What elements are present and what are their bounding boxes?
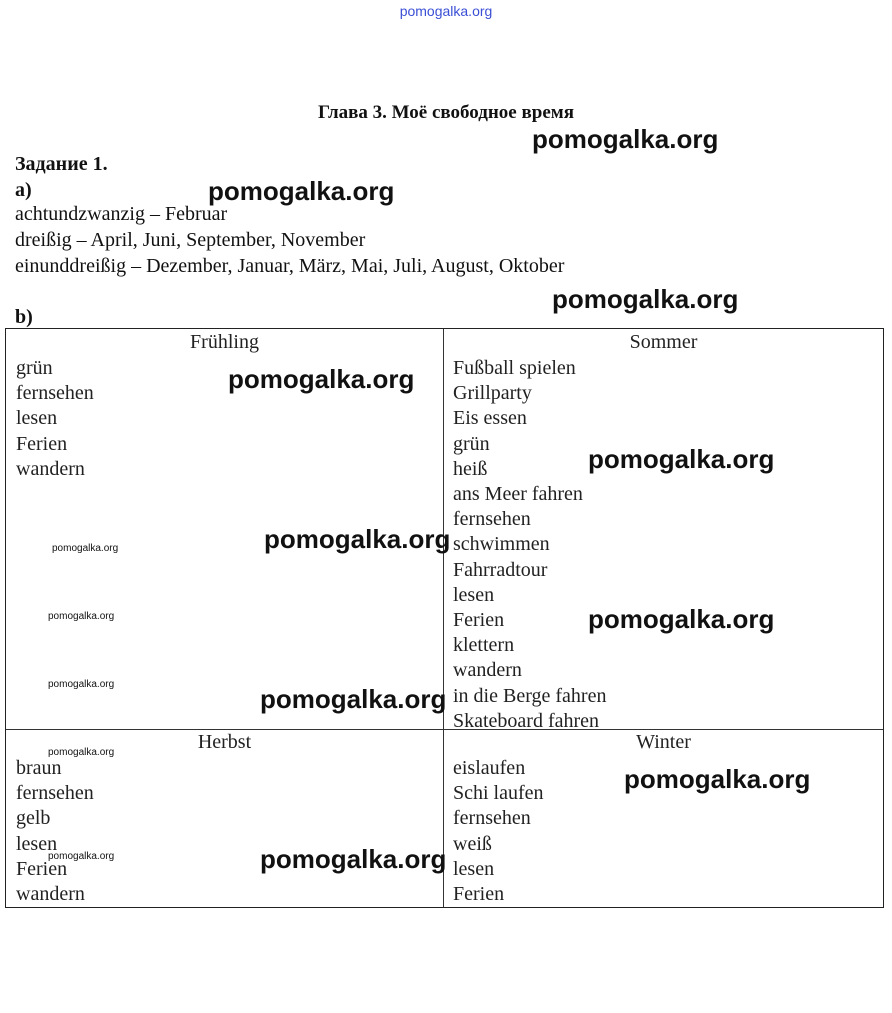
part-a-label: a) [15,179,32,201]
list-item: lesen [453,583,495,606]
list-item: weiß [453,832,492,855]
part-b-label: b) [15,306,33,328]
season-list-herbst [16,756,94,907]
site-header-link[interactable]: pomogalka.org [399,3,493,19]
watermark: pomogalka.org [228,364,415,394]
list-item: lesen [16,407,58,430]
list-item: Grillparty [453,382,532,405]
list-item: Schi laufen [453,782,544,805]
list-item: wandern [16,883,85,906]
watermark-small: pomogalka.org [48,747,115,758]
list-item: braun [16,757,62,779]
season-list-fruehling [16,356,94,482]
part-a-line: einunddreißig – Dezember, Januar, März, Mai, Juli, August, Oktober [15,255,565,277]
list-item: fernsehen [16,382,94,405]
watermark: pomogalka.org [532,124,719,154]
list-item: heiß [453,457,488,480]
watermark-small: pomogalka.org [52,543,119,554]
watermark-small: pomogalka.org [48,851,115,862]
watermark-small: pomogalka.org [48,679,115,690]
list-item: fernsehen [453,807,531,830]
list-item: eislaufen [453,757,526,779]
watermark-small: pomogalka.org [48,611,115,622]
watermark: pomogalka.org [264,524,451,554]
list-item: lesen [16,832,58,855]
watermark: pomogalka.org [260,844,447,874]
season-list-winter [453,756,544,907]
watermark: pomogalka.org [208,176,395,206]
watermark: pomogalka.org [624,764,811,794]
part-a-line: dreißig – April, Juni, September, November [15,229,366,251]
list-item: grün [16,357,53,379]
list-item: Ferien [453,609,505,632]
list-item: Fußball spielen [453,357,576,379]
list-item: in die Berge fahren [453,684,607,707]
list-item: Ferien [453,883,505,906]
table-divider-horizontal [6,729,883,730]
task-title: Задание 1. [15,153,108,175]
list-item: grün [453,432,490,455]
season-title-herbst: Herbst [197,731,252,753]
list-item: schwimmen [453,533,550,556]
season-title-fruehling: Frühling [190,331,259,353]
list-item: fernsehen [16,782,94,805]
list-item: lesen [453,857,495,880]
list-item: Skateboard fahren [453,709,600,732]
watermark: pomogalka.org [588,604,775,634]
watermark: pomogalka.org [260,684,447,714]
list-item: Fahrradtour [453,558,548,581]
season-list-sommer [453,356,606,734]
list-item: wandern [453,659,522,682]
watermark: pomogalka.org [588,444,775,474]
list-item: gelb [16,807,51,830]
list-item: Eis essen [453,407,527,430]
part-a-line: achtundzwanzig – Februar [15,203,228,225]
list-item: Ferien [16,857,68,880]
season-title-winter: Winter [636,731,691,753]
list-item: klettern [453,634,515,657]
list-item: Ferien [16,432,68,455]
season-title-sommer: Sommer [629,331,698,353]
list-item: ans Meer fahren [453,483,583,506]
chapter-title: Глава 3. Моё свободное время [318,102,574,123]
list-item: wandern [16,457,85,480]
table-divider-vertical [443,329,444,907]
watermark: pomogalka.org [552,284,739,314]
list-item: fernsehen [453,508,531,531]
